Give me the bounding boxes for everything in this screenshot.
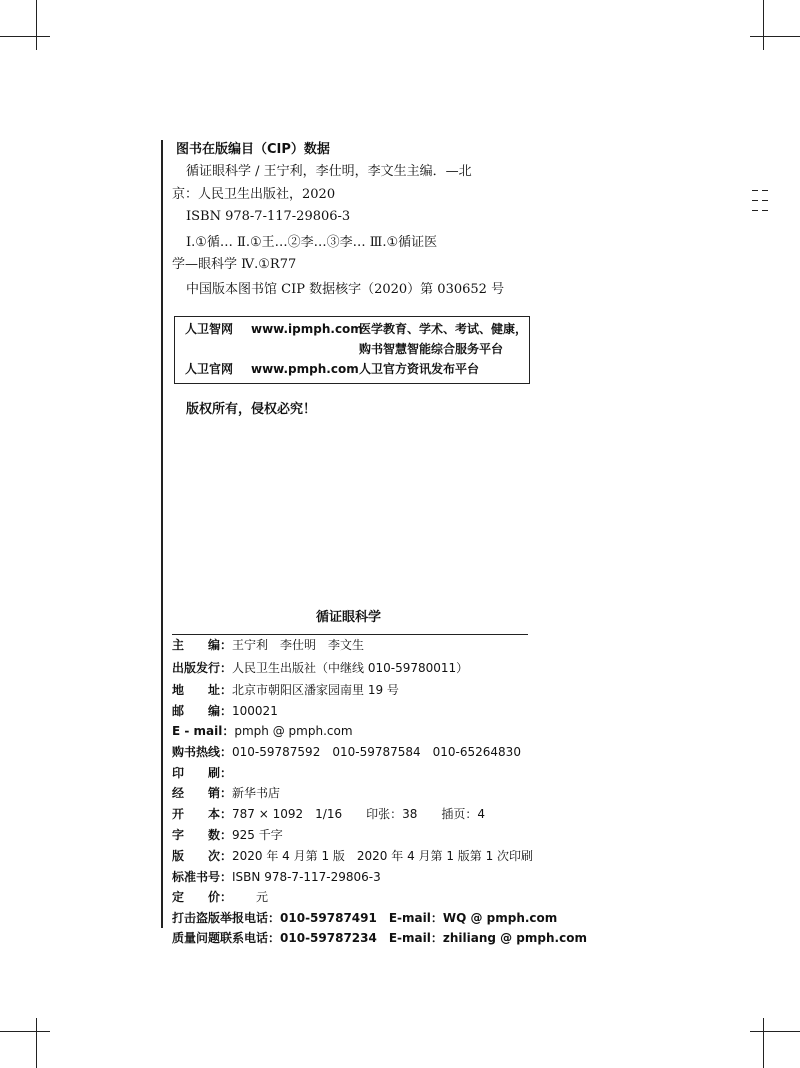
colophon-value: 925 千字 [232, 828, 283, 842]
colophon-label: 标准书号： [172, 870, 233, 884]
registration-mark-2 [762, 190, 768, 191]
crop-mark-top-right-h [750, 36, 800, 37]
colophon-label: 打击盗版举报电话： [172, 911, 281, 925]
colophon-value: 010-59787234 E-mail：zhiliang @ pmph.com [280, 931, 587, 945]
crop-mark-bottom-left-v [36, 1018, 37, 1068]
info-row1-name: 人卫智网 [185, 322, 234, 336]
crop-mark-bottom-right-h [750, 1031, 800, 1032]
colophon-label: 出版发行： [172, 661, 233, 675]
colophon-value: 北京市朝阳区潘家园南里 19 号 [232, 683, 399, 697]
registration-mark-5 [752, 210, 758, 211]
colophon-value: 元 [232, 890, 269, 904]
crop-mark-top-left-v [36, 0, 37, 50]
colophon-row [172, 765, 232, 781]
crop-mark-bottom-right-v [763, 1018, 764, 1068]
cip-line-1: 循证眼科学 / 王宁利，李仕明，李文生主编．—北 [186, 164, 472, 179]
info-row2-url[interactable]: www.pmph.com [251, 362, 359, 376]
registration-mark-4 [762, 200, 768, 201]
crop-mark-top-left-h [0, 36, 50, 37]
colophon-value: 787 × 1092 1/16 印张：38 插页：4 [232, 807, 485, 821]
colophon-row [172, 744, 521, 760]
info-row2-name: 人卫官网 [185, 362, 234, 376]
cip-number: 中国版本图书馆 CIP 数据核字（2020）第 030652 号 [186, 282, 505, 297]
cip-line-4: Ⅰ.①循… Ⅱ.①王…②李…③李… Ⅲ.①循证医 [186, 235, 438, 250]
colophon-value: 100021 [232, 704, 278, 718]
crop-mark-bottom-left-h [0, 1031, 50, 1032]
cip-line-5: 学—眼科学 Ⅳ.①R77 [172, 257, 297, 272]
colophon-label: 地 址： [172, 683, 233, 697]
colophon-label: 经 销： [172, 786, 233, 800]
colophon-row [172, 827, 283, 843]
colophon-label: 字 数： [172, 828, 233, 842]
cip-isbn: ISBN 978-7-117-29806-3 [186, 209, 351, 224]
colophon-value: 010-59787491 E-mail：WQ @ pmph.com [280, 911, 558, 925]
colophon-label: E - mail： [172, 724, 235, 738]
colophon-value: 2020 年 4 月第 1 版 2020 年 4 月第 1 版第 1 次印刷 [232, 849, 534, 863]
registration-mark-3 [752, 200, 758, 201]
info-row1-url[interactable]: www.ipmph.com [251, 322, 363, 336]
colophon-value: 新华书店 [232, 786, 281, 800]
colophon-row [172, 848, 533, 864]
colophon-value: 人民卫生出版社（中继线 010-59780011） [232, 661, 469, 675]
colophon-row [172, 910, 557, 926]
info-row1-desc-b: 购书智慧智能综合服务平台 [359, 342, 504, 356]
colophon-label: 版 次： [172, 849, 233, 863]
colophon-row [172, 930, 587, 946]
colophon-label: 主 编： [172, 638, 233, 652]
colophon-row [172, 637, 364, 653]
colophon-value: ISBN 978-7-117-29806-3 [232, 870, 381, 884]
colophon-row [172, 703, 278, 719]
copyright-notice: 版权所有，侵权必究！ [186, 402, 317, 417]
colophon-row [172, 889, 268, 905]
colophon-label: 购书热线： [172, 745, 233, 759]
colophon-row [172, 869, 381, 885]
colophon-label: 质量问题联系电话： [172, 931, 281, 945]
colophon-row [172, 660, 468, 676]
info-row1-desc-a: 医学教育、学术、考试、健康， [359, 322, 528, 336]
cip-heading: 图书在版编目（CIP）数据 [176, 142, 330, 157]
registration-mark-6 [762, 210, 768, 211]
info-box [174, 316, 530, 384]
colophon-value: 王宁利 李仕明 李文生 [232, 638, 365, 652]
colophon-divider [172, 634, 528, 635]
colophon-value: pmph @ pmph.com [234, 724, 353, 738]
colophon-row [172, 682, 399, 698]
colophon-value: 010-59787592 010-59787584 010-65264830 [232, 745, 521, 759]
colophon-label: 邮 编： [172, 704, 233, 718]
colophon-row [172, 806, 485, 822]
colophon-row [172, 785, 280, 801]
info-row2-desc: 人卫官方资讯发布平台 [359, 362, 480, 376]
cip-line-2: 京：人民卫生出版社，2020 [172, 187, 336, 202]
colophon-label: 印 刷： [172, 766, 233, 780]
colophon-label: 定 价： [172, 890, 233, 904]
crop-mark-top-right-v [763, 0, 764, 50]
colophon-label: 开 本： [172, 807, 233, 821]
book-title: 循证眼科学 [316, 610, 382, 625]
vertical-rule [161, 140, 163, 928]
registration-mark-1 [752, 190, 758, 191]
colophon-row [172, 723, 353, 739]
